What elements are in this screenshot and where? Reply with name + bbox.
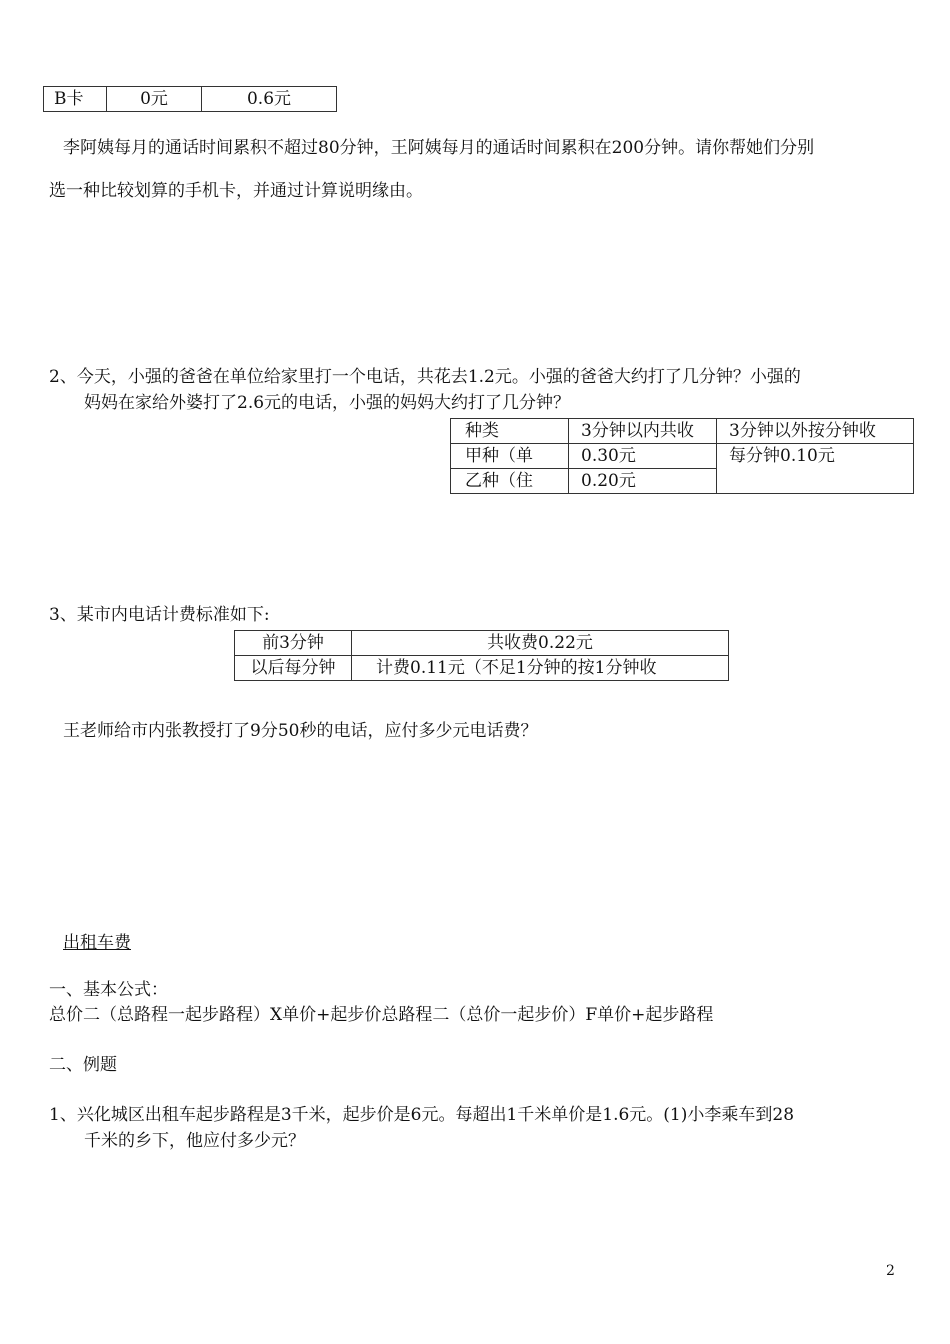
table-cell: 共收费0.22元 <box>352 631 729 656</box>
card-fee-table <box>43 86 337 112</box>
q1-line-1: 李阿姨每月的通话时间累积不超过80分钟，王阿姨每月的通话时间累积在200分钟。请你帮她们分别 <box>63 138 815 158</box>
table-header-cell: 3分钟以内共收 <box>569 419 717 444</box>
table-cell-merged: 每分钟0.10元 <box>717 444 914 494</box>
table-cell: 0.30元 <box>569 444 717 469</box>
section-title-examples: 二、例题 <box>49 1055 117 1075</box>
table-row <box>235 656 729 681</box>
table-cell: 计费0.11元（不足1分钟的按1分钟收 <box>352 656 729 681</box>
table-cell: B卡 <box>44 87 107 112</box>
table-header-row <box>451 419 914 444</box>
q3-question: 王老师给市内张教授打了9分50秒的电话，应付多少元电话费？ <box>63 721 538 741</box>
phone-rate-table <box>450 418 914 494</box>
q2-line-2: 妈妈在家给外婆打了2.6元的电话，小强的妈妈大约打了几分钟？ <box>84 393 571 413</box>
q1-line-2: 选一种比较划算的手机卡，并通过计算说明缘由。 <box>49 181 423 201</box>
table-cell: 甲种（单 <box>451 444 569 469</box>
table-cell: 以后每分钟 <box>235 656 352 681</box>
table-header-cell: 3分钟以外按分钟收 <box>717 419 914 444</box>
table-header-cell: 种类 <box>451 419 569 444</box>
section-title-formula: 一、基本公式： <box>49 980 168 1000</box>
q3-line-1: 3、某市内电话计费标准如下: <box>49 605 270 625</box>
table-row <box>451 444 914 469</box>
table-cell: 前3分钟 <box>235 631 352 656</box>
example-1-line-2: 千米的乡下，他应付多少元？ <box>84 1131 305 1151</box>
table-cell: 0.6元 <box>202 87 337 112</box>
table-cell: 0.20元 <box>569 469 717 494</box>
page-number: 2 <box>886 1263 895 1279</box>
formula-text: 总价二（总路程一起步路程）X单价+起步价总路程二（总价一起步价）F单价+起步路程 <box>49 1005 714 1025</box>
table-row <box>44 87 337 112</box>
table-cell: 乙种（住 <box>451 469 569 494</box>
q2-line-1: 2、今天，小强的爸爸在单位给家里打一个电话，共花去1.2元。小强的爸爸大约打了几分钟？小强的 <box>49 367 801 387</box>
table-row <box>235 631 729 656</box>
table-cell: 0元 <box>107 87 202 112</box>
section-heading: 出租车费 <box>63 933 131 953</box>
city-phone-rate-table <box>234 630 729 681</box>
example-1-line-1: 1、兴化城区出租车起步路程是3千米，起步价是6元。每超出1千米单价是1.6元。(1)小李乘车到28 <box>49 1105 795 1125</box>
